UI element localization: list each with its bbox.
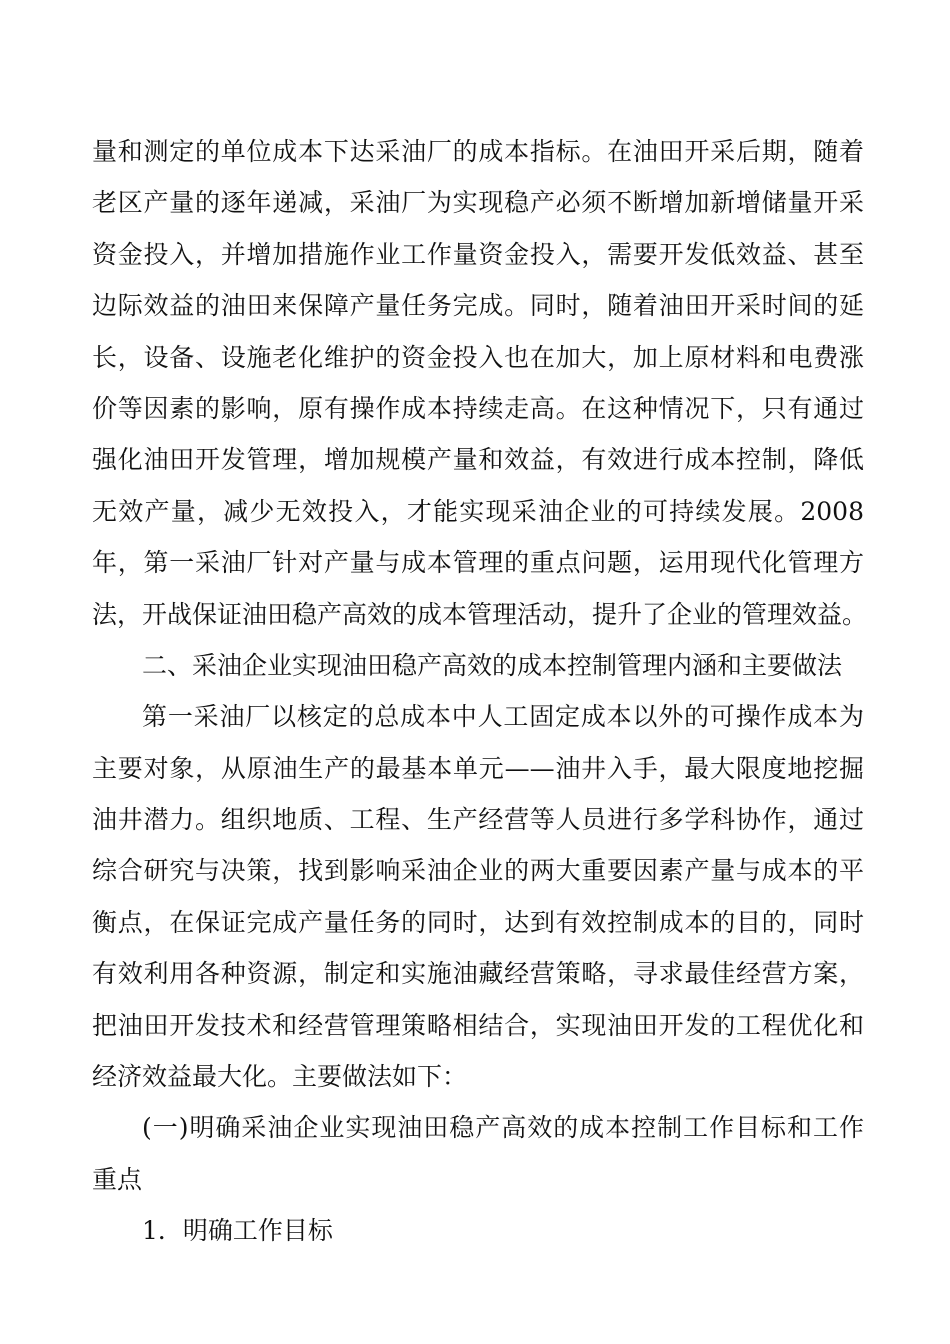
text-line: 长，设备、设施老化维护的资金投入也在加大，加上原材料和电费涨 <box>92 342 864 372</box>
text-line: 主要对象，从原油生产的最基本单元——油井入手，最大限度地挖掘 <box>92 753 864 783</box>
item-heading: 1．明确工作目标 <box>142 1216 333 1246</box>
section-heading: 二、采油企业实现油田稳产高效的成本控制管理内涵和主要做法 <box>142 650 843 680</box>
text-line: 价等因素的影响，原有操作成本持续走高。在这种情况下，只有通过 <box>92 393 864 423</box>
text-line: 有效利用各种资源，制定和实施油藏经营策略，寻求最佳经营方案， <box>92 959 864 989</box>
text-line: 量和测定的单位成本下达采油厂的成本指标。在油田开采后期，随着 <box>92 137 864 166</box>
text-line: 油井潜力。组织地质、工程、生产经营等人员进行多学科协作，通过 <box>92 805 864 835</box>
text-line: 老区产量的逐年递减，采油厂为实现稳产必须不断增加新增储量开采 <box>92 188 864 218</box>
body-text <box>92 126 868 1257</box>
text-line: 年，第一采油厂针对产量与成本管理的重点问题，运用现代化管理方 <box>92 548 864 578</box>
text-line: 无效产量，减少无效投入，才能实现采油企业的可持续发展。2008 <box>92 496 864 526</box>
text-line: 法，开战保证油田稳产高效的成本管理活动，提升了企业的管理效益。 <box>92 599 868 629</box>
text-line: 强化油田开发管理，增加规模产量和效益，有效进行成本控制，降低 <box>92 445 864 475</box>
text-line: 边际效益的油田来保障产量任务完成。同时，随着油田开采时间的延 <box>92 291 864 321</box>
text-line: 把油田开发技术和经营管理策略相结合，实现油田开发的工程优化和 <box>92 1010 864 1040</box>
text-line: 综合研究与决策，找到影响采油企业的两大重要因素产量与成本的平 <box>92 856 864 886</box>
subsection-heading-continued: 重点 <box>92 1164 143 1194</box>
text-line: 衡点，在保证完成产量任务的同时，达到有效控制成本的目的，同时 <box>92 907 864 937</box>
text-line: 资金投入，并增加措施作业工作量资金投入，需要开发低效益、甚至 <box>92 239 864 269</box>
subsection-heading: (一)明确采油企业实现油田稳产高效的成本控制工作目标和工作 <box>142 1113 864 1143</box>
text-line: 经济效益最大化。主要做法如下： <box>92 1062 468 1092</box>
text-line: 第一采油厂以核定的总成本中人工固定成本以外的可操作成本为 <box>142 702 864 732</box>
